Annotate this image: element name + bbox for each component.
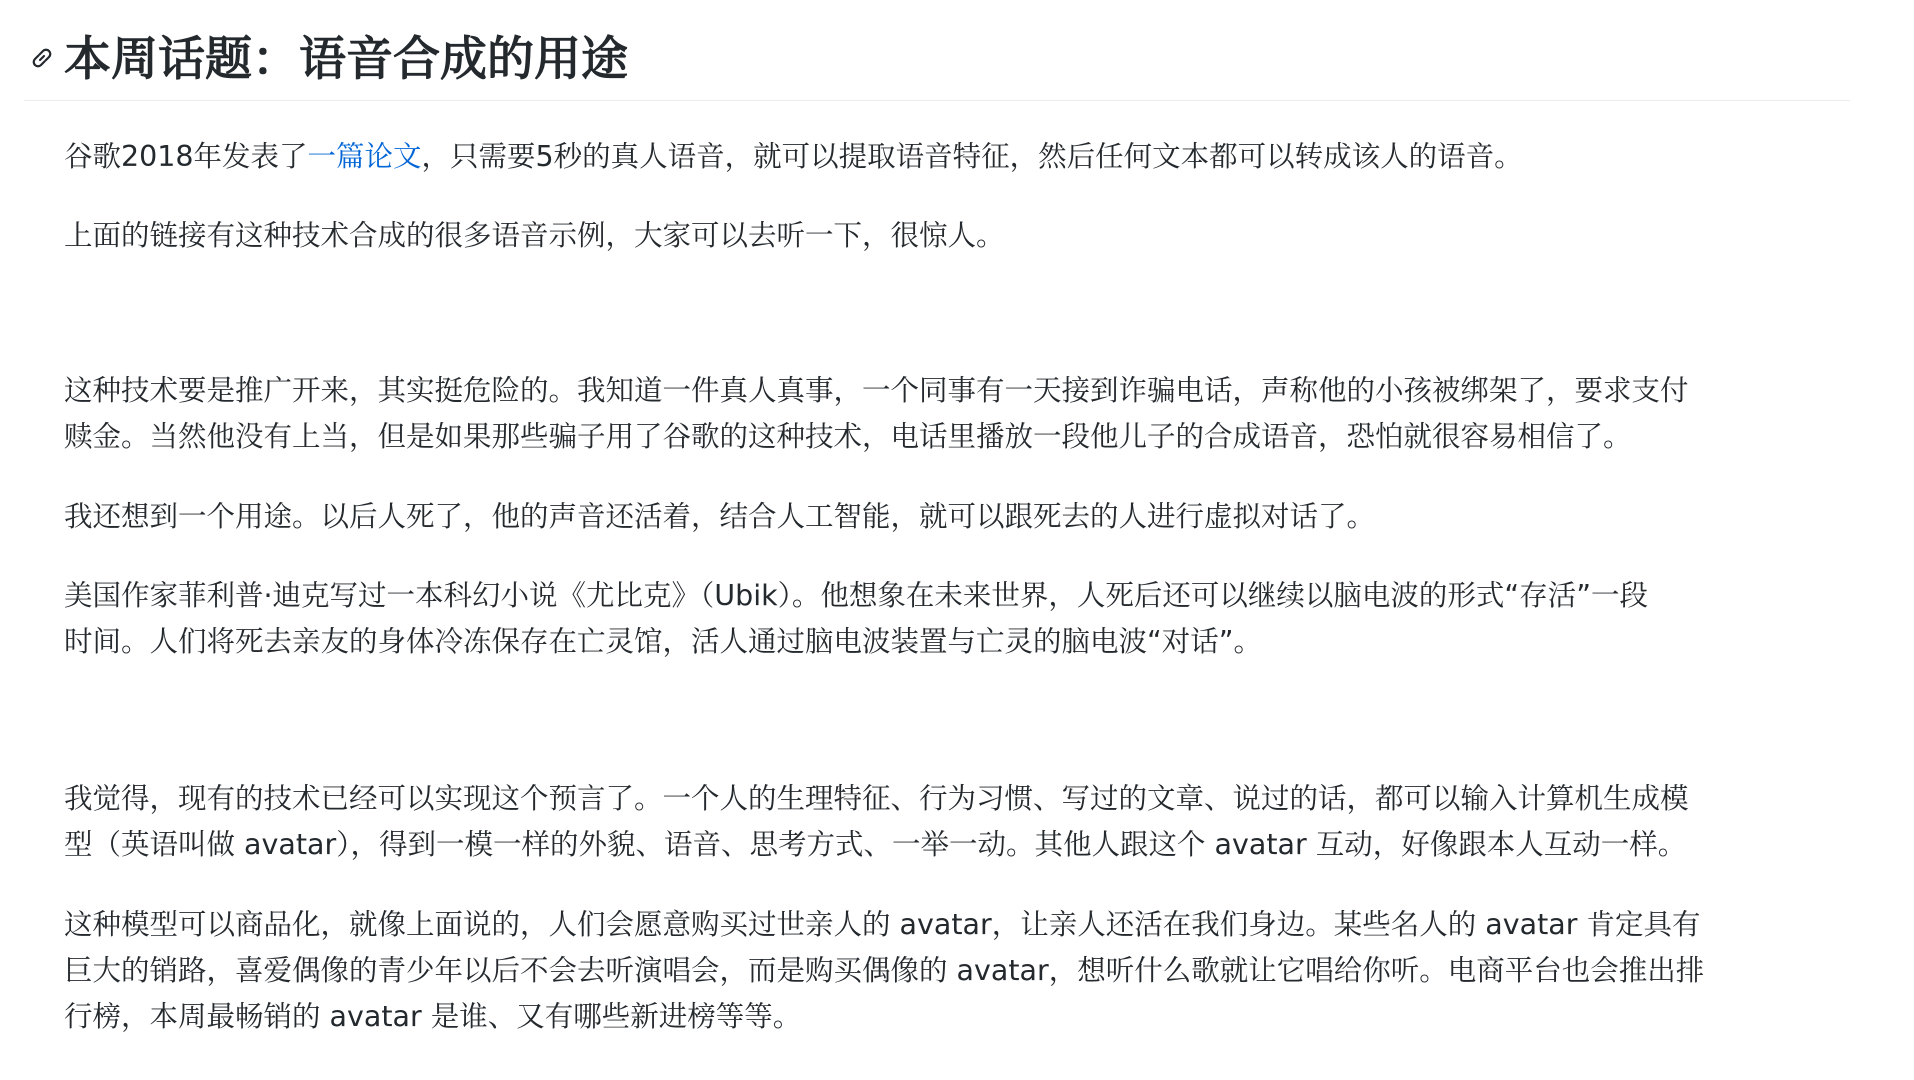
paragraph-avatar <box>64 776 1854 868</box>
paragraph-line: 我还想到一个用途。以后人死了，他的声音还活着，结合人工智能，就可以跟死去的人进行虚拟对话了。 <box>64 500 1376 533</box>
paragraph-commerce <box>64 902 1854 1040</box>
paper-link[interactable]: 一篇论文 <box>307 140 422 173</box>
paragraph-line: 行榜，本周最畅销的 avatar 是谁、又有哪些新进榜等等。 <box>64 1000 802 1033</box>
link-icon[interactable] <box>24 40 60 76</box>
paragraph-line: 我觉得，现有的技术已经可以实现这个预言了。一个人的生理特征、行为习惯、写过的文章、说过的话，都可以输入计算机生成模 <box>64 782 1689 815</box>
paragraph-line <box>64 134 1854 180</box>
paragraph-line: 上面的链接有这种技术合成的很多语音示例，大家可以去听一下，很惊人。 <box>64 219 1005 252</box>
paragraph-use <box>64 494 1854 540</box>
paragraph-text: ，只需要5秒的真人语音，就可以提取语音特征，然后任何文本都可以转成该人的语音。 <box>421 140 1523 173</box>
paragraph-examples <box>64 213 1854 259</box>
paragraph-ubik <box>64 573 1854 665</box>
paragraph-line: 这种模型可以商品化，就像上面说的，人们会愿意购买过世亲人的 avatar，让亲人还活在我们身边。某些名人的 avatar 肯定具有 <box>64 908 1701 941</box>
heading-row <box>24 22 1850 101</box>
paragraph-text: 谷歌2018年发表了 <box>64 140 308 173</box>
paragraph-line: 美国作家菲利普·迪克写过一本科幻小说《尤比克》（Ubik）。他想象在未来世界，人死后还可以继续以脑电波的形式“存活”一段 <box>64 579 1648 612</box>
page-title: 本周话题：语音合成的用途 <box>64 32 628 87</box>
paragraph-line: 巨大的销路，喜爱偶像的青少年以后不会去听演唱会，而是购买偶像的 avatar，想听什么歌就让它唱给你听。电商平台也会推出排 <box>64 954 1705 987</box>
paragraph-line: 时间。人们将死去亲友的身体冷冻保存在亡灵馆，活人通过脑电波装置与亡灵的脑电波“对话”。 <box>64 625 1263 658</box>
paragraph-danger <box>64 368 1854 460</box>
paragraph-paper <box>64 134 1854 180</box>
paragraph-line: 这种技术要是推广开来，其实挺危险的。我知道一件真人真事，一个同事有一天接到诈骗电话，声称他的小孩被绑架了，要求支付 <box>64 374 1689 407</box>
paragraph-line: 型（英语叫做 avatar），得到一模一样的外貌、语音、思考方式、一举一动。其他人跟这个 avatar 互动，好像跟本人互动一样。 <box>64 828 1687 861</box>
paragraph-line: 赎金。当然他没有上当，但是如果那些骗子用了谷歌的这种技术，电话里播放一段他儿子的合成语音，恐怕就很容易相信了。 <box>64 420 1632 453</box>
